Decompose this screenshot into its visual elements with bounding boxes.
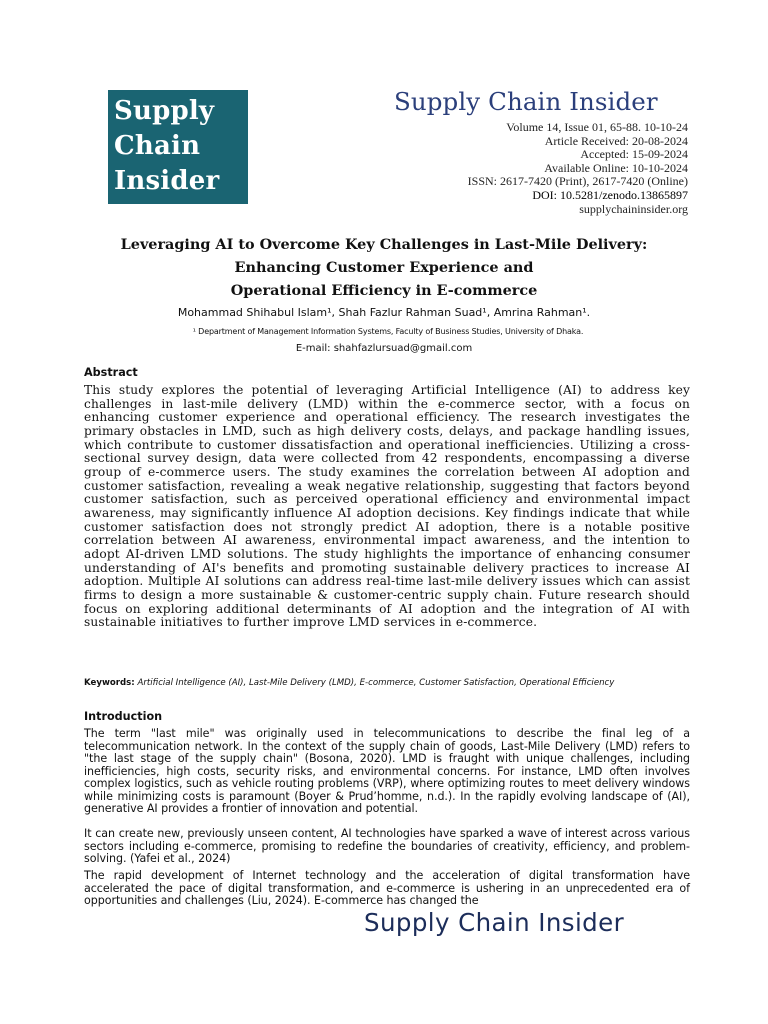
logo-text-line3: Insider: [114, 166, 220, 196]
paper-title: [60, 233, 708, 302]
journal-logo: [108, 90, 248, 204]
website-link[interactable]: supplychaininsider.org: [579, 201, 688, 216]
article-metadata: [468, 121, 688, 216]
keywords: [84, 678, 704, 688]
title-line-1: Leveraging AI to Overcome Key Challenges in Last-Mile Delivery:: [120, 236, 648, 253]
received-date: Article Received: 20-08-2024: [544, 133, 688, 148]
title-line-3: Operational Efficiency in E-commerce: [230, 282, 538, 299]
keywords-list: Artificial Intelligence (AI), Last-Mile Delivery (LMD), E-commerce, Customer Satisfaction, Operational Efficiency: [137, 678, 615, 688]
contact-email[interactable]: E-mail: shahfazlursuad@gmail.com: [295, 343, 473, 354]
authors: Mohammad Shihabul Islam¹, Shah Fazlur Rahman Suad¹, Amrina Rahman¹.: [177, 306, 591, 319]
affiliation: ¹ Department of Management Information Systems, Faculty of Business Studies, University of Dhaka.: [192, 327, 584, 336]
logo-text-line1: Supply: [114, 96, 215, 126]
issn: ISSN: 2617-7420 (Print), 2617-7420 (Online): [467, 174, 688, 189]
abstract-heading: Abstract: [84, 366, 138, 379]
logo-text-line2: Chain: [114, 131, 201, 161]
accepted-date: Accepted: 15-09-2024: [580, 147, 688, 162]
footer-journal-name: Supply Chain Insider: [364, 908, 625, 937]
doi-link[interactable]: DOI: 10.5281/zenodo.13865897: [532, 187, 688, 202]
keywords-label: Keywords:: [84, 678, 135, 688]
intro-paragraph-3: The rapid development of Internet technology and the acceleration of digital transformation have accelerated the pace of digital transformation, and e-commerce is ushering in an unprecedented era of opportunities and challenges (Liu, 2024). E-commerce has changed the: [84, 869, 690, 907]
volume-info: Volume 14, Issue 01, 65-88. 10-10-24: [506, 120, 688, 134]
introduction-heading: Introduction: [84, 710, 163, 723]
intro-paragraph-1: The term "last mile" was originally used in telecommunications to describe the final leg of a telecommunication network. In the context of the supply chain of goods, Last-Mile Delivery (LMD) refers to "the last stage of the supply chain" (Bosona, 2020). LMD is fraught with unique challenges, including inefficiencies, high costs, security risks, and environmental concerns. For instance, LMD often involves complex logistics, such as vehicle routing problems (VRP), where optimizing routes to meet delivery windows while minimizing costs is paramount (Boyer & Prud’homme, n.d.). In the rapidly evolving landscape of (AI), generative AI provides a frontier of innovation and potential.: [84, 727, 690, 815]
journal-title: Supply Chain Insider: [394, 87, 658, 116]
title-line-2: Enhancing Customer Experience and: [234, 259, 534, 276]
available-date: Available Online: 10-10-2024: [544, 160, 688, 175]
abstract-text: This study explores the potential of leveraging Artificial Intelligence (AI) to address key challenges in last-mile delivery (LMD) within the e-commerce sector, with a focus on enhancing customer experience and operational efficiency. The research investigates the primary obstacles in LMD, such as high delivery costs, delays, and package handling issues, which contribute to customer dissatisfaction and operational inefficiencies. Utilizing a cross-sectional survey design, data were collected from 42 respondents, encompassing a diverse group of e-commerce users. The study examines the correlation between AI adoption and customer satisfaction, revealing a weak negative relationship, suggesting that factors beyond customer satisfaction, such as perceived operational efficiency and environmental impact awareness, may significantly influence AI adoption decisions. Key findings indicate that while customer satisfaction does not strongly predict AI adoption, there is a notable positive correlation between AI awareness, environmental impact awareness, and the intention to adopt AI-driven LMD solutions. The study highlights the importance of enhancing consumer understanding of AI's benefits and promoting sustainable delivery practices to increase AI adoption. Multiple AI solutions can address real-time last-mile delivery issues which can assist firms to design a more sustainable & customer-centric supply chain. Future research should focus on exploring additional determinants of AI adoption and the integration of AI with sustainable initiatives to further improve LMD services in e-commerce.: [84, 383, 690, 630]
intro-paragraph-2: It can create new, previously unseen content, AI technologies have sparked a wave of interest across various sectors including e-commerce, promising to redefine the boundaries of creativity, efficiency, and problem-solving. (Yafei et al., 2024): [84, 827, 690, 865]
